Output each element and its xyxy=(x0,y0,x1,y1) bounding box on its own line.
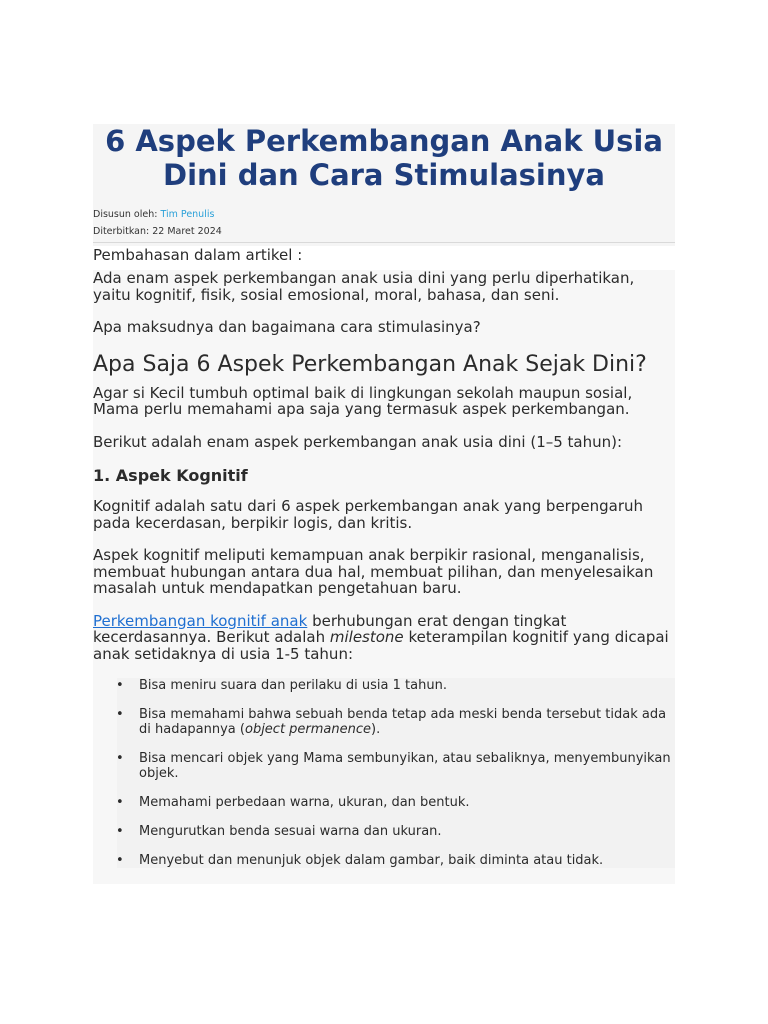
author-line xyxy=(93,206,675,223)
list-item: • Menyebut dan menunjuk objek dalam gambar, baik diminta atau tidak. xyxy=(116,853,604,868)
section-heading: Apa Saja 6 Aspek Perkembangan Anak Sejak Dini? xyxy=(93,351,647,377)
article-title: 6 Aspek Perkembangan Anak Usia Dini dan Cara Stimulasinya xyxy=(105,124,663,192)
article xyxy=(93,124,675,884)
intro-question: Apa maksudnya dan bagaimana cara stimulasinya? xyxy=(93,318,481,336)
milestone-list xyxy=(117,678,675,868)
paragraph-text: keterampilan kognitif yang dicapai anak setidaknya di usia 1-5 tahun: xyxy=(93,628,669,663)
author-link[interactable]: Tim Penulis xyxy=(160,209,215,220)
toc-label: Pembahasan dalam artikel : xyxy=(93,246,675,264)
article-meta xyxy=(93,206,675,240)
bullet-icon: • xyxy=(116,751,124,766)
list-item: • Bisa memahami bahwa sebuah benda tetap ada meski benda tersebut tidak ada di hadapannya (object permanence). xyxy=(116,707,667,737)
bullet-icon: • xyxy=(116,678,124,693)
header-divider xyxy=(93,242,675,243)
paragraph: Kognitif adalah satu dari 6 aspek perkembangan anak yang berpengaruh pada kecerdasan, berpikir logis, dan kritis. xyxy=(93,497,643,532)
bullet-icon: • xyxy=(116,795,124,810)
subsection-heading: 1. Aspek Kognitif xyxy=(93,466,248,485)
list-item: • Bisa mencari objek yang Mama sembunyikan, atau sebaliknya, menyembunyikan objek. xyxy=(116,751,671,781)
intro-paragraph: Ada enam aspek perkembangan anak usia dini yang perlu diperhatikan, yaitu kognitif, fisik, sosial emosional, moral, bahasa, dan seni. xyxy=(93,269,635,304)
bullet-icon: • xyxy=(116,824,124,839)
list-item: • Mengurutkan benda sesuai warna dan ukuran. xyxy=(116,824,442,839)
paragraph-with-link xyxy=(93,613,675,663)
list-item: • Bisa meniru suara dan perilaku di usia 1 tahun. xyxy=(116,678,447,693)
emphasis-text: milestone xyxy=(329,628,404,646)
publish-date: Diterbitkan: 22 Maret 2024 xyxy=(93,226,222,237)
paragraph: Berikut adalah enam aspek perkembangan anak usia dini (1–5 tahun): xyxy=(93,432,623,451)
list-item: • Memahami perbedaan warna, ukuran, dan bentuk. xyxy=(116,795,470,810)
author-label: Disusun oleh: xyxy=(93,209,158,220)
paragraph: Agar si Kecil tumbuh optimal baik di lingkungan sekolah maupun sosial, Mama perlu memahami apa saja yang termasuk aspek perkembangan. xyxy=(93,383,633,418)
bullet-icon: • xyxy=(116,853,124,868)
article-header xyxy=(93,124,675,264)
article-body xyxy=(93,270,675,884)
paragraph-text: berhubungan erat dengan tingkat kecerdasannya. Berikut adalah xyxy=(93,611,567,646)
bullet-icon: • xyxy=(116,707,124,722)
paragraph: Aspek kognitif meliputi kemampuan anak berpikir rasional, menganalisis, membuat hubungan antara dua hal, membuat pilihan, dan menyelesaikan masalah untuk mendapatkan pengetahuan baru. xyxy=(93,546,654,597)
cognitive-development-link[interactable]: Perkembangan kognitif anak xyxy=(93,611,308,630)
